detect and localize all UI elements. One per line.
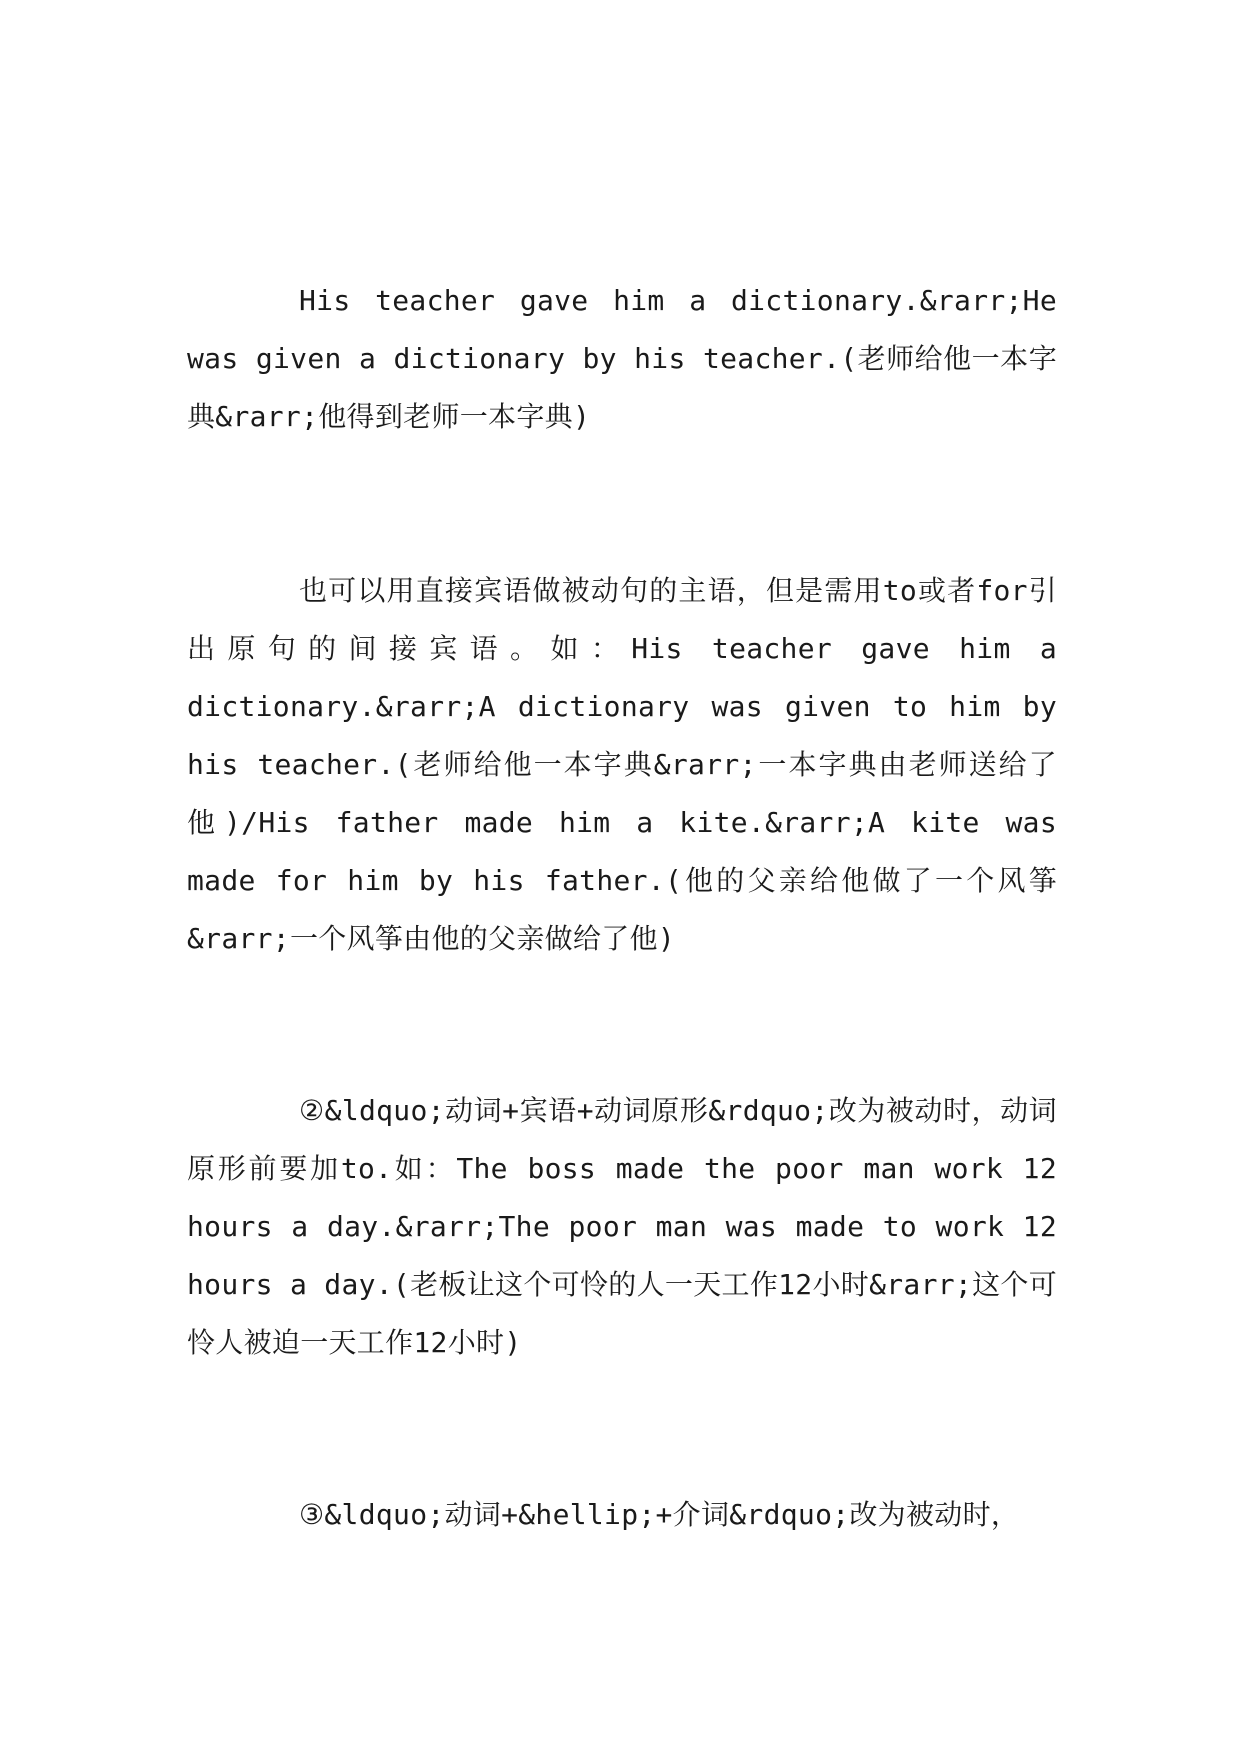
paragraph-1: His teacher gave him a dictionary.&rarr;He was given a dictionary by his teacher.(老师给他一本字典&rarr;他得到老师一本字典)	[187, 284, 1057, 433]
paragraph-3: ②&ldquo;动词+宾语+动词原形&rdquo;改为被动时，动词原形前要加to.如：The boss made the poor man work 12 hours a day.&rarr;The poor man was made to work 12 hours a day.(老板让这个可怜的人一天工作12小时&rarr;这个可怜人被迫一天工作12小时)	[187, 1094, 1057, 1359]
paragraph-2: 也可以用直接宾语做被动句的主语，但是需用to或者for引出原句的间接宾语。如：His teacher gave him a dictionary.&rarr;A dictionary was given to him by his teacher.(老师给他一本字典&rarr;一本字典由老师送给了他)/His father made him a kite.&rarr;A kite was made for him by his father.(他的父亲给他做了一个风筝&rarr;一个风筝由他的父亲做给了他)	[187, 574, 1057, 955]
paragraph-4: ③&ldquo;动词+&hellip;+介词&rdquo;改为被动时，	[299, 1498, 1020, 1531]
